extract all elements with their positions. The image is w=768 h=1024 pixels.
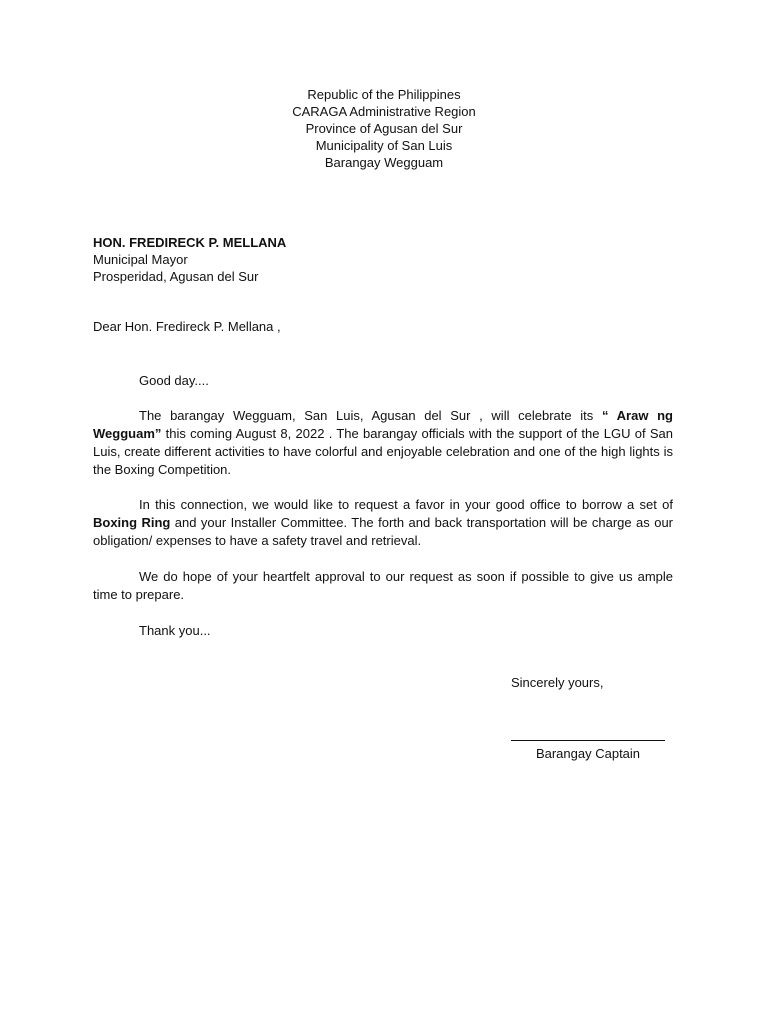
boxing-ring-text: Boxing Ring — [93, 515, 171, 530]
body-paragraph-3 — [93, 568, 673, 604]
thanks-text: Thank you... — [139, 623, 211, 638]
greeting-paragraph — [93, 372, 673, 390]
letterhead-barangay: Barangay Wegguam — [324, 155, 444, 170]
paragraph1-text-a: The barangay Wegguam, San Luis, Agusan del Sur , will celebrate its — [139, 408, 602, 423]
body-paragraph-1 — [93, 407, 673, 479]
recipient-name: HON. FREDIRECK P. MELLANA — [93, 235, 287, 250]
letterhead-municipality: Municipality of San Luis — [315, 138, 453, 153]
recipient-address: Prosperidad, Agusan del Sur — [93, 269, 259, 284]
recipient-title: Municipal Mayor — [93, 252, 188, 267]
paragraph2-text-b: and your Installer Committee. The forth and back transportation will be charge as our obligation/ expenses to have a safety travel and retrieval. — [93, 515, 674, 548]
body-paragraph-2 — [93, 496, 673, 550]
paragraph2-text-a: In this connection, we would like to request a favor in your good office to borrow a set of — [139, 497, 673, 512]
paragraph1-text-b: this coming August 8, 2022 . The barangay officials with the support of the LGU of San Luis, create different activities to have colorful and enjoyable celebration and one of the high lights is the Boxing Competition. — [93, 426, 673, 477]
closing: Sincerely yours, — [511, 675, 604, 690]
greeting-text: Good day.... — [139, 373, 209, 388]
celebration-name: “ Araw ng Wegguam” — [93, 408, 673, 441]
letterhead-province: Province of Agusan del Sur — [305, 121, 463, 136]
paragraph3-text: We do hope of your heartfelt approval to our request as soon if possible to give us ample time to prepare. — [93, 569, 673, 602]
letterhead-country: Republic of the Philippines — [307, 87, 461, 102]
signature-line — [511, 740, 665, 741]
recipient-block — [93, 234, 286, 285]
signatory-title: Barangay Captain — [535, 746, 641, 761]
letterhead-region: CARAGA Administrative Region — [292, 104, 476, 119]
thanks-paragraph — [93, 622, 673, 640]
letterhead — [0, 86, 768, 171]
salutation: Dear Hon. Fredireck P. Mellana , — [93, 319, 281, 334]
